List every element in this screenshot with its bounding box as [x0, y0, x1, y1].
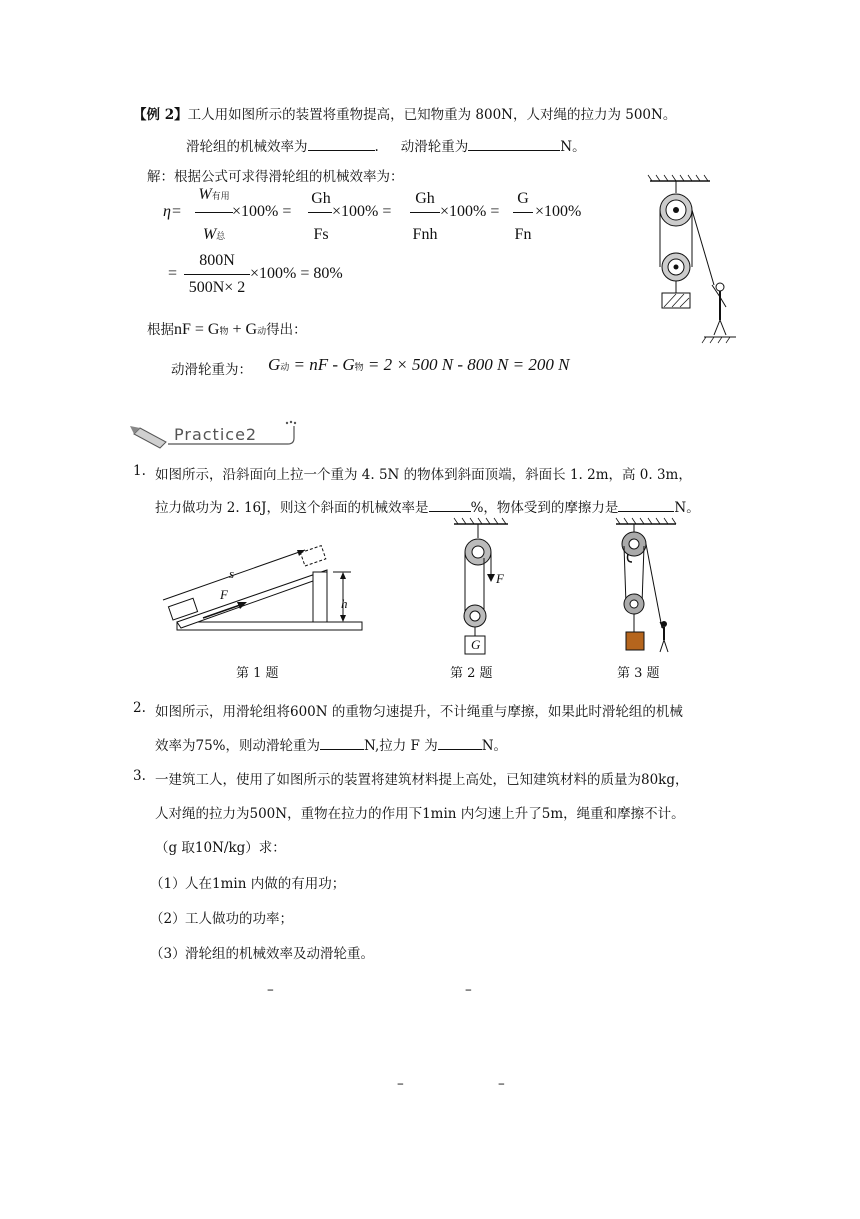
q3-sub2-text: 工人做功的功率；: [185, 911, 293, 927]
fig2-f-label: F: [496, 571, 504, 586]
frac-fs: Fs: [313, 226, 329, 243]
frac-gh-2: Gh: [415, 190, 435, 207]
q2-line2: 效率为75%，则动滑轮重为 N,拉力 F 为 N。: [155, 734, 507, 754]
answer-blank-weight[interactable]: [468, 136, 560, 151]
pct-1: ×100% =: [232, 203, 292, 220]
basis-pre: 根据: [147, 322, 174, 338]
result-formula: G动 = nF - G物 = 2 × 500 N - 800 N = 200 N: [268, 355, 570, 374]
pulley-figure-3: [612, 518, 692, 660]
basis-line: 根据nF = G物 + G动得出：: [147, 321, 307, 338]
frac-w-den: W总: [202, 226, 226, 243]
q2-text: 动滑轮重为: [400, 139, 469, 155]
q3-sub2-num: （2）: [150, 911, 186, 927]
eta-symbol: η=: [163, 203, 182, 220]
q2-line1: 如图所示，用滑轮组将600N 的重物匀速提升，不计绳重与摩擦，如果此时滑轮组的机械: [155, 704, 683, 720]
frac-800n: 800N: [199, 252, 235, 269]
fig1-s-label: s: [229, 566, 235, 581]
example-heading: [133, 103, 676, 123]
practice-title: Practice2: [174, 425, 258, 444]
result-label: 动滑轮重为：: [171, 362, 252, 378]
frac-bar-5: [184, 274, 250, 275]
frac-w-num: W有用: [198, 186, 230, 203]
q3-num: 3.: [133, 768, 146, 784]
answer-blank-efficiency[interactable]: [308, 136, 375, 151]
q1-blank-friction[interactable]: [618, 497, 674, 512]
pencil-icon: [130, 426, 166, 448]
q3-sub3-num: （3）: [150, 946, 186, 962]
frac-500n: 500N× 2: [188, 279, 246, 296]
q1-end: .: [374, 139, 379, 155]
fig3-caption: 第 3 题: [617, 666, 660, 681]
q3-sub3-text: 滑轮组的机械效率及动滑轮重。: [185, 946, 374, 962]
eq2-rest: ×100% = 80%: [250, 265, 343, 282]
pct-2: ×100% =: [332, 203, 392, 220]
q1-line2: 拉力做功为 2. 16J，则这个斜面的机械效率是 %，物体受到的摩擦力是 N。: [155, 496, 700, 516]
basis-formula: nF = G: [174, 321, 220, 338]
frac-bar-4: [513, 212, 533, 213]
frac-bar-3: [410, 212, 440, 213]
q3-sub1-num: （1）: [150, 876, 186, 892]
eq2-prefix: =: [168, 265, 178, 282]
incline-figure: [155, 542, 365, 637]
solution-intro: 解：根据公式可求得滑轮组的机械效率为：: [147, 169, 404, 185]
q2-blank-weight[interactable]: [320, 735, 364, 750]
frac-bar-1: [195, 212, 233, 213]
example-text: 工人用如图所示的装置将重物提高，已知物重为 800N，人对绳的拉力为 500N。: [187, 107, 677, 123]
fig1-h-label: h: [341, 596, 348, 611]
q1-line1: 如图所示，沿斜面向上拉一个重为 4. 5N 的物体到斜面顶端，斜面长 1. 2m，高 0. 3m，: [155, 467, 692, 483]
fig1-f-label: F: [220, 587, 228, 602]
q2-blank-force[interactable]: [438, 735, 482, 750]
q1-num: 1.: [133, 463, 146, 479]
pct-4: ×100%: [535, 203, 582, 220]
stray-mark: –: [267, 982, 274, 998]
q3-line3: （g 取10N/kg）求：: [155, 840, 286, 856]
stray-mark: –: [397, 1076, 404, 1092]
q2-unit: N。: [560, 139, 586, 155]
q3-line2: 人对绳的拉力为500N，重物在拉力的作用下1min 内匀速上升了5m，绳重和摩擦不计。: [155, 806, 685, 822]
frac-fn: Fn: [514, 226, 532, 243]
frac-bar-2: [308, 212, 332, 213]
fig2-caption: 第 2 题: [450, 666, 493, 681]
fig2-g-label: G: [471, 637, 481, 652]
stray-mark: –: [498, 1076, 505, 1092]
example-pulley-figure: [640, 175, 750, 345]
frac-gh: Gh: [311, 190, 331, 207]
q1-text: 滑轮组的机械效率为: [186, 139, 308, 155]
q2-num: 2.: [133, 700, 146, 716]
q3-line1: 一建筑工人，使用了如图所示的装置将建筑材料提上高处，已知建筑材料的质量为80kg，: [155, 772, 689, 788]
example-questions: [186, 135, 586, 155]
example-label: 【例 2】: [133, 107, 188, 123]
q1-blank-efficiency[interactable]: [429, 497, 471, 512]
pct-3: ×100% =: [440, 203, 500, 220]
pulley-figure-2: [448, 518, 528, 658]
fig1-caption: 第 1 题: [236, 666, 279, 681]
stray-mark: –: [465, 982, 472, 998]
frac-g: G: [517, 190, 529, 207]
q3-sub1-text: 人在1min 内做的有用功；: [185, 876, 346, 892]
frac-fnh: Fnh: [412, 226, 438, 243]
